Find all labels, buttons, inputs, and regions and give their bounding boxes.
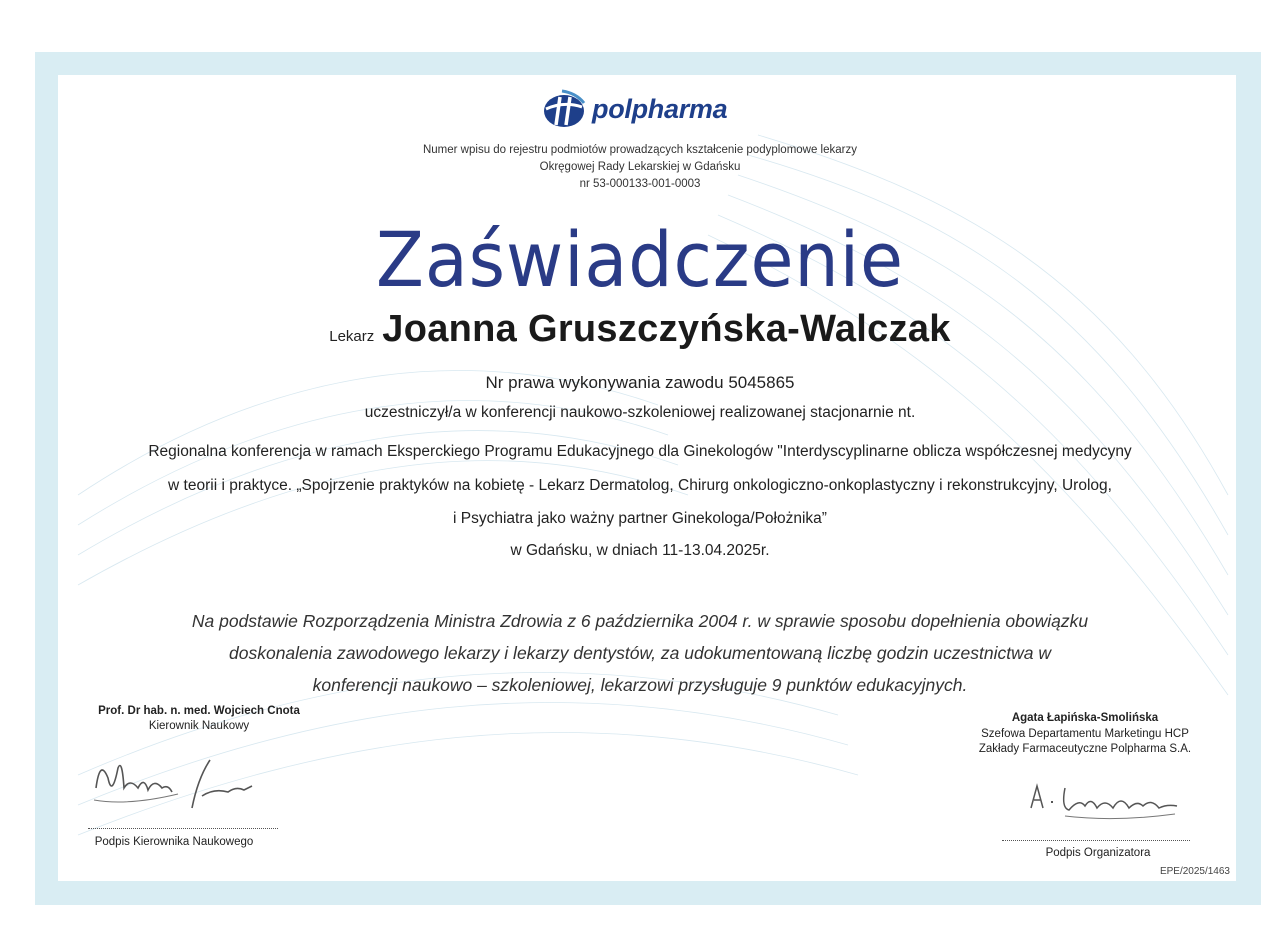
left-signatory-role: Kierownik Naukowy — [148, 720, 250, 732]
polpharma-logo-icon — [542, 89, 586, 129]
logo-wordmark: polpharma — [592, 93, 728, 124]
right-signature-line — [1002, 840, 1190, 841]
conference-line-1: Regionalna konferencja w ramach Eksperckiego Programu Edukacyjnego dla Ginekologów "Interdyscyplinarne oblicza współczesnej medycyny — [148, 443, 1132, 460]
right-signature-caption: Podpis Organizatora — [1045, 847, 1151, 859]
participation-text: uczestniczył/a w konferencji naukowo-szkoleniowej realizowanej stacjonarnie nt. — [364, 404, 916, 421]
right-signatory-company: Zakłady Farmaceutyczne Polpharma S.A. — [978, 743, 1192, 755]
right-signatory-name: Agata Łapińska-Smolińska — [1011, 712, 1159, 724]
registry-line-1: Numer wpisu do rejestru podmiotów prowadzących kształcenie podyplomowe lekarzy — [422, 144, 857, 156]
polpharma-logo — [542, 88, 727, 130]
legal-line-3: konferencji naukowo – szkoleniowej, lekarzowi przysługuje 9 punktów edukacyjnych. — [312, 675, 968, 695]
conference-line-3: i Psychiatra jako ważny partner Ginekologa/Położnika” — [453, 510, 827, 527]
conference-line-4: w Gdańsku, w dniach 11-13.04.2025r. — [510, 542, 770, 559]
recipient-name: Joanna Gruszczyńska-Walczak — [382, 308, 951, 350]
left-handwritten-signature — [88, 748, 268, 818]
legal-line-2: doskonalenia zawodowego lekarzy i lekarzy dentystów, za udokumentowaną liczbę godzin uczestnictwa w — [229, 643, 1051, 663]
right-signatory — [960, 712, 1210, 755]
registry-line-3: nr 53-000133-001-0003 — [579, 178, 701, 190]
recipient-prefix: Lekarz — [329, 328, 375, 345]
registry-line-2: Okręgowej Rady Lekarskiej w Gdańsku — [539, 161, 741, 173]
legal-line-1: Na podstawie Rozporządzenia Ministra Zdrowia z 6 października 2004 r. w sprawie sposobu dopełnienia obowiązku — [191, 611, 1089, 631]
left-signature-line — [88, 828, 278, 829]
certificate-title: Zaświadczenie — [376, 215, 904, 304]
left-signatory — [84, 705, 314, 732]
left-signatory-name: Prof. Dr hab. n. med. Wojciech Cnota — [98, 705, 300, 717]
right-signatory-role: Szefowa Departamentu Marketingu HCP — [981, 728, 1189, 740]
license-number: Nr prawa wykonywania zawodu 5045865 — [485, 373, 795, 392]
document-code: EPE/2025/1463 — [1159, 866, 1230, 877]
left-signature-caption: Podpis Kierownika Naukowego — [94, 836, 254, 848]
right-handwritten-signature — [1025, 778, 1195, 828]
conference-line-2: w teorii i praktyce. „Spojrzenie praktyków na kobietę - Lekarz Dermatolog, Chirurg onkologiczno-onkoplastyczny i rekonstrukcyjny, Urolog, — [168, 477, 1112, 494]
recipient-row — [0, 308, 1280, 351]
